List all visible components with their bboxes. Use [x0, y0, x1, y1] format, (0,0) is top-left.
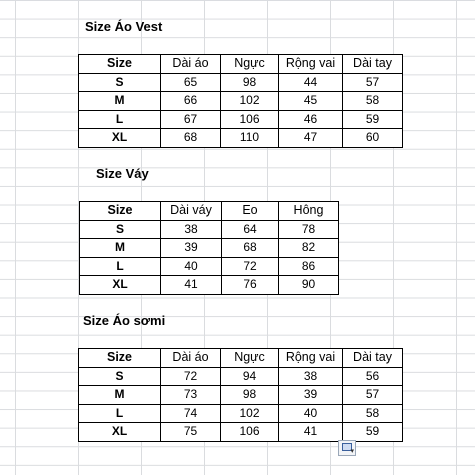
- table-cell[interactable]: M: [79, 386, 161, 405]
- section-title-vest: Size Áo Vest: [85, 19, 163, 34]
- table-cell[interactable]: 59: [343, 110, 403, 129]
- column-header[interactable]: Hông: [279, 202, 339, 221]
- table-cell[interactable]: 82: [279, 239, 339, 258]
- table-cell[interactable]: 67: [161, 110, 221, 129]
- table-cell[interactable]: 78: [279, 220, 339, 239]
- table-cell[interactable]: L: [80, 257, 161, 276]
- table-cell[interactable]: M: [80, 239, 161, 258]
- table-cell[interactable]: 73: [161, 386, 221, 405]
- table-cell[interactable]: 57: [343, 386, 403, 405]
- column-header[interactable]: Size: [79, 55, 161, 74]
- table-cell[interactable]: 64: [222, 220, 279, 239]
- column-header[interactable]: Dài áo: [161, 55, 221, 74]
- table-cell[interactable]: M: [79, 92, 161, 111]
- column-header[interactable]: Dài váy: [161, 202, 222, 221]
- table-cell[interactable]: 56: [343, 367, 403, 386]
- table-cell[interactable]: 47: [279, 129, 343, 148]
- table-cell[interactable]: 60: [343, 129, 403, 148]
- chevron-down-icon: ▾: [350, 448, 354, 455]
- table-cell[interactable]: 40: [279, 404, 343, 423]
- table-cell[interactable]: 106: [221, 423, 279, 442]
- table-header-row: [79, 55, 403, 74]
- column-header[interactable]: Ngực: [221, 55, 279, 74]
- column-header[interactable]: Eo: [222, 202, 279, 221]
- table-cell[interactable]: 41: [161, 276, 222, 295]
- table-cell[interactable]: 46: [279, 110, 343, 129]
- table-cell[interactable]: L: [79, 404, 161, 423]
- column-header[interactable]: Dài tay: [343, 55, 403, 74]
- table-cell[interactable]: 106: [221, 110, 279, 129]
- table-header-row: [79, 349, 403, 368]
- table-row: [80, 276, 339, 295]
- paste-options-icon[interactable]: [338, 440, 356, 456]
- table-cell[interactable]: 72: [161, 367, 221, 386]
- column-header[interactable]: Rộng vai: [279, 55, 343, 74]
- table-cell[interactable]: XL: [79, 423, 161, 442]
- table-cell[interactable]: 66: [161, 92, 221, 111]
- table-cell[interactable]: XL: [79, 129, 161, 148]
- table-cell[interactable]: 90: [279, 276, 339, 295]
- table-cell[interactable]: S: [79, 73, 161, 92]
- table-cell[interactable]: 86: [279, 257, 339, 276]
- column-header[interactable]: Ngực: [221, 349, 279, 368]
- table-cell[interactable]: 58: [343, 92, 403, 111]
- table-cell[interactable]: S: [79, 367, 161, 386]
- table-cell[interactable]: 75: [161, 423, 221, 442]
- table-cell[interactable]: 94: [221, 367, 279, 386]
- table-cell[interactable]: 44: [279, 73, 343, 92]
- column-header[interactable]: Dài áo: [161, 349, 221, 368]
- table-cell[interactable]: L: [79, 110, 161, 129]
- table-cell[interactable]: 68: [161, 129, 221, 148]
- table-cell[interactable]: 74: [161, 404, 221, 423]
- shirt-size-table: [78, 348, 403, 442]
- table-row: [79, 404, 403, 423]
- table-cell[interactable]: S: [80, 220, 161, 239]
- table-cell[interactable]: 40: [161, 257, 222, 276]
- section-title-skirt: Size Váy: [96, 166, 149, 181]
- table-cell[interactable]: 76: [222, 276, 279, 295]
- vest-size-table: [78, 54, 403, 148]
- table-cell[interactable]: 72: [222, 257, 279, 276]
- section-title-shirt: Size Áo sơmi: [83, 313, 166, 328]
- column-header[interactable]: Rộng vai: [279, 349, 343, 368]
- table-cell[interactable]: 59: [343, 423, 403, 442]
- table-row: [80, 239, 339, 258]
- table-row: [79, 110, 403, 129]
- table-cell[interactable]: 57: [343, 73, 403, 92]
- table-cell[interactable]: 45: [279, 92, 343, 111]
- column-header[interactable]: Size: [79, 349, 161, 368]
- table-row: [79, 92, 403, 111]
- table-cell[interactable]: 102: [221, 404, 279, 423]
- table-cell[interactable]: 98: [221, 73, 279, 92]
- table-header-row: [80, 202, 339, 221]
- column-header[interactable]: Dài tay: [343, 349, 403, 368]
- table-row: [79, 129, 403, 148]
- table-row: [79, 367, 403, 386]
- table-cell[interactable]: 58: [343, 404, 403, 423]
- table-row: [80, 220, 339, 239]
- table-row: [79, 73, 403, 92]
- table-cell[interactable]: 68: [222, 239, 279, 258]
- table-cell[interactable]: 39: [161, 239, 222, 258]
- table-cell[interactable]: 39: [279, 386, 343, 405]
- table-row: [79, 386, 403, 405]
- table-row: [79, 423, 403, 442]
- table-cell[interactable]: 110: [221, 129, 279, 148]
- table-cell[interactable]: 65: [161, 73, 221, 92]
- table-cell[interactable]: 38: [161, 220, 222, 239]
- table-cell[interactable]: 98: [221, 386, 279, 405]
- table-cell[interactable]: 38: [279, 367, 343, 386]
- table-cell[interactable]: 102: [221, 92, 279, 111]
- table-row: [80, 257, 339, 276]
- column-header[interactable]: Size: [80, 202, 161, 221]
- table-cell[interactable]: 41: [279, 423, 343, 442]
- table-cell[interactable]: XL: [80, 276, 161, 295]
- skirt-size-table: [79, 201, 339, 295]
